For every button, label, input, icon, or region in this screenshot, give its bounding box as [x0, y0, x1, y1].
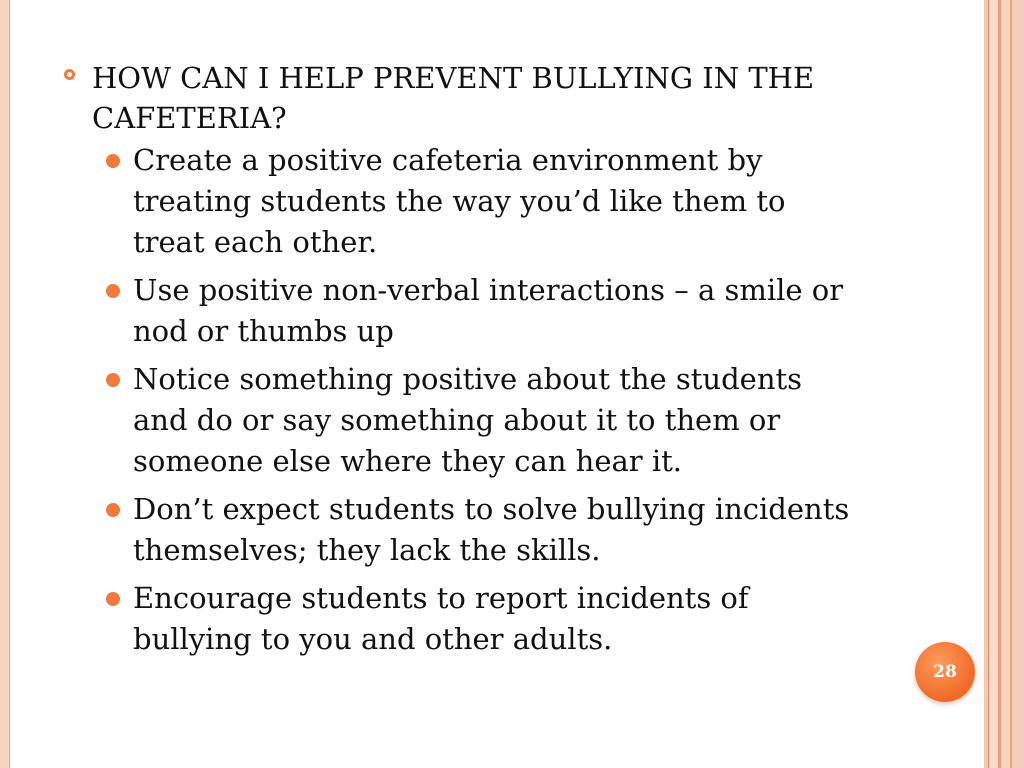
- bullet-text: Encourage students to report incidents of bullying to you and other adults.: [133, 581, 749, 656]
- filled-circle-bullet-icon: [106, 592, 120, 606]
- bullet-item: [104, 359, 862, 482]
- slide-heading-text: HOW CAN I HELP PREVENT BULLYING IN THE CAFETERIA?: [92, 61, 815, 135]
- bullet-item: [104, 140, 862, 263]
- slide-heading: [62, 58, 862, 138]
- filled-circle-bullet-icon: [106, 154, 120, 168]
- bullet-item: [104, 578, 862, 660]
- bullet-item: [104, 270, 862, 352]
- bullet-text: Notice something positive about the students and do or say something about it to them or someone else where they can hear it.: [133, 362, 803, 478]
- bullet-text: Create a positive cafeteria environment by treating students the way you’d like them to treat each other.: [133, 143, 786, 259]
- slide-content: [62, 58, 862, 667]
- filled-circle-bullet-icon: [106, 373, 120, 387]
- filled-circle-bullet-icon: [106, 503, 120, 517]
- ring-bullet-icon: [64, 69, 75, 80]
- filled-circle-bullet-icon: [106, 284, 120, 298]
- left-border-line: [9, 0, 10, 768]
- bullet-text: Don’t expect students to solve bullying incidents themselves; they lack the skills.: [133, 492, 850, 567]
- left-border: [0, 0, 9, 768]
- bullet-text: Use positive non-verbal interactions – a smile or nod or thumbs up: [133, 273, 844, 348]
- page-number-badge: 28: [915, 642, 975, 702]
- bullet-item: [104, 489, 862, 571]
- right-decorative-stripes: [984, 0, 1024, 768]
- bullet-list: [62, 140, 862, 660]
